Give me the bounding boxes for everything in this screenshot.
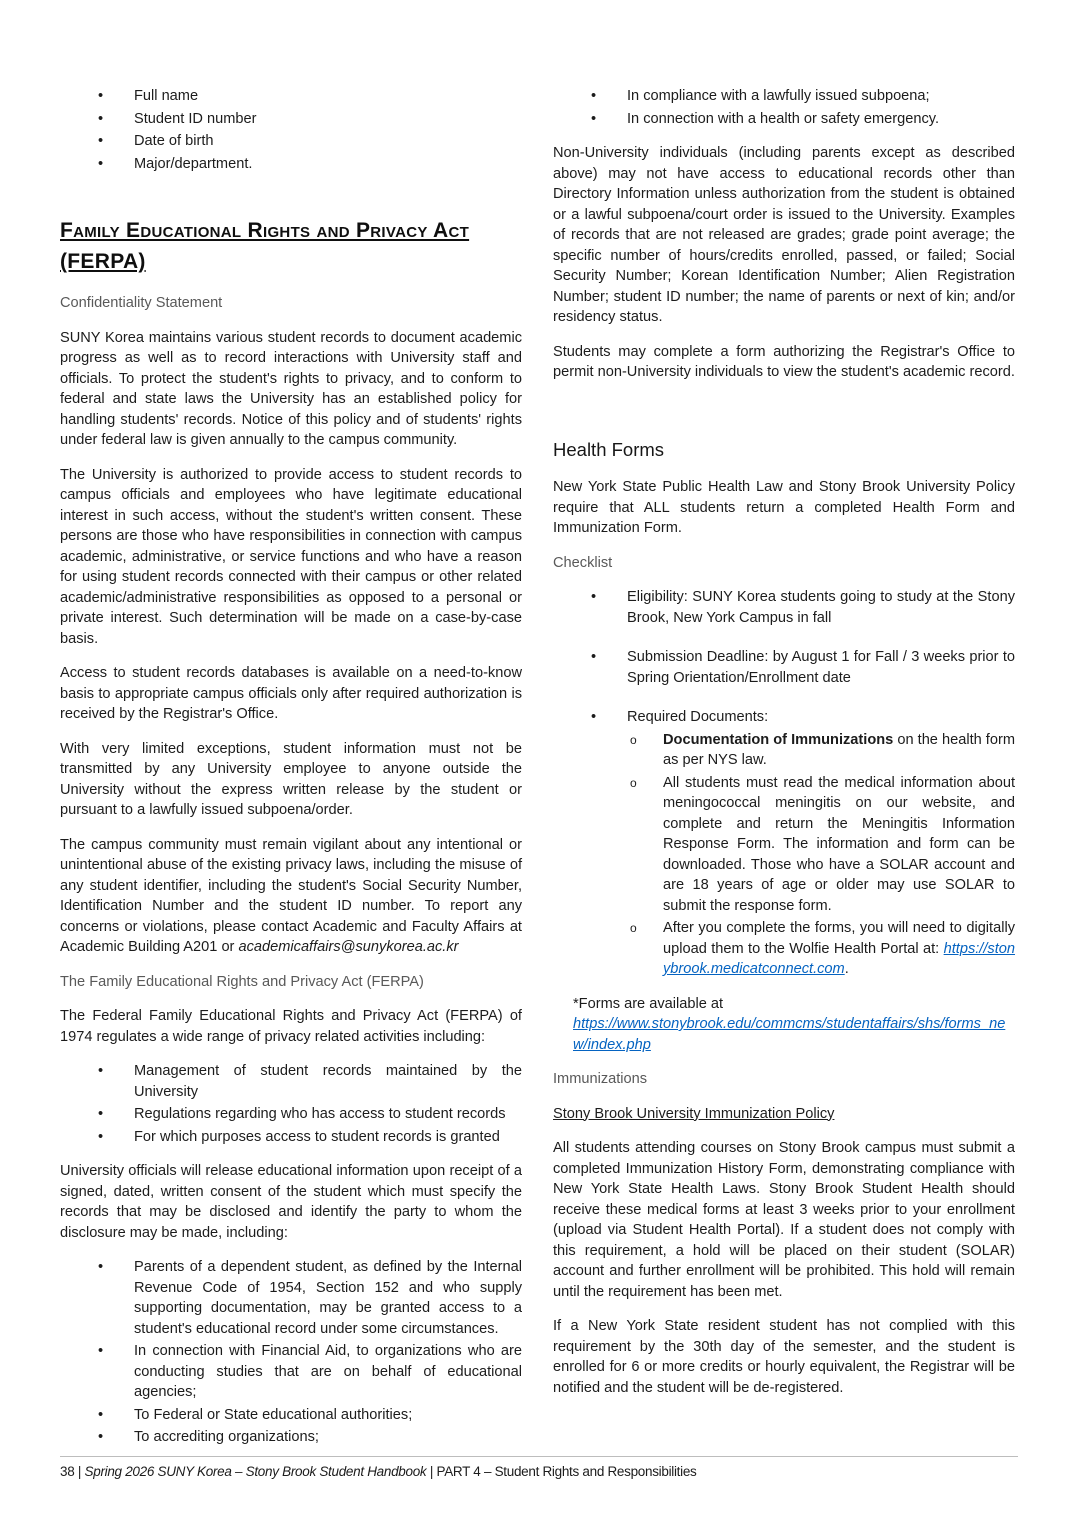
- bullet-marker: •: [98, 1259, 104, 1275]
- immunization-policy-title: Stony Brook University Immunization Policy: [553, 1105, 835, 1122]
- sub-bullet-upload: [553, 918, 1015, 980]
- sub-bullet-meningitis: [553, 773, 1015, 917]
- paragraph: If a New York State resident student has not complied with this requirement by the 30th day of the semester, and the student is enrolled for 6 or more credits or hourly equivalent, the Registrar will be notified and the student will be de-registered.: [553, 1318, 1015, 1396]
- text-run: on the health form as per NYS law.: [663, 731, 1015, 768]
- footer-separator: |: [77, 1464, 82, 1479]
- bullet-item: [60, 1061, 522, 1102]
- bullet-marker: •: [98, 1343, 104, 1359]
- footer-handbook-title: Spring 2026 SUNY Korea – Stony Brook Student Handbook: [84, 1464, 427, 1479]
- bullet-text: Date of birth: [134, 133, 214, 149]
- subheading-immunizations: Immunizations: [553, 1071, 648, 1087]
- paragraph: Students may complete a form authorizing the Registrar's Office to permit non-University individuals to view the student's academic record.: [553, 343, 1015, 380]
- page-footer: [60, 1456, 1018, 1479]
- text-run: *Forms are available at: [573, 995, 724, 1012]
- release-conditions-bullet-list: [553, 86, 1015, 129]
- checklist-item-required-documents: [553, 707, 1015, 728]
- page-number: 38: [60, 1464, 75, 1479]
- sub-bullet-text: All students must read the medical information about meningococcal meningitis on our website, and complete and return the Meningitis Information Response Form. The information and form can be downloaded. Those who have a SOLAR account and are 18 years of age or older may use SOLAR to submit the response form.: [663, 774, 1015, 914]
- bullet-text: For which purposes access to student records is granted: [134, 1128, 500, 1145]
- subheading-checklist: Checklist: [553, 554, 613, 571]
- bullet-text: To Federal or State educational authorities;: [134, 1406, 413, 1423]
- text-run: .: [844, 961, 849, 977]
- bullet-marker: •: [591, 589, 597, 605]
- paragraph: University officials will release educational information upon receipt of a signed, dated, written consent of the student which must specify the records that may be disclosed and identify the party to whom the disclosure may be made, including:: [60, 1163, 522, 1241]
- section-heading-health-forms: Health Forms: [553, 438, 665, 460]
- bullet-item: [60, 1405, 522, 1426]
- paragraph-text: The campus community must remain vigilant about any intentional or unintentional abuse of the existing privacy laws, including the misuse of any student identifier, including the student's Social Security Number, Identification Number and the student ID number. To report any concerns or violations, please contact Academic and Faculty Affairs at Academic Building A201 or: [60, 836, 522, 955]
- bullet-marker: •: [591, 709, 597, 725]
- bullet-text: Parents of a dependent student, as defined by the Internal Revenue Code of 1954, Section 152 and who supply supporting documentation, may be granted access to a student's educational record under some circumstances.: [134, 1259, 522, 1337]
- bullet-item: [60, 109, 522, 130]
- ferpa-activities-bullet-list: [60, 1061, 522, 1147]
- left-column: [60, 86, 522, 1462]
- disclosure-parties-bullet-list: [60, 1257, 522, 1448]
- bullet-item: [60, 1127, 522, 1148]
- subheading-ferpa-act: The Family Educational Rights and Privacy Act (FERPA): [60, 973, 424, 990]
- medicat-portal-link[interactable]: https://stonybrook.medicatconnect.com: [663, 940, 1015, 977]
- bullet-text: Eligibility: SUNY Korea students going to study at the Stony Brook, New York Campus in fall: [627, 589, 1015, 626]
- checklist-item-eligibility: [553, 587, 1015, 628]
- bullet-marker: •: [98, 1429, 104, 1445]
- section-heading-ferpa: Family Educational Rights and Privacy Act (FERPA): [60, 219, 470, 273]
- directory-info-bullet-list: [60, 86, 522, 174]
- bullet-item: [60, 1427, 522, 1448]
- paragraph: Non-University individuals (including parents except as described above) may not have access to educational records other than Directory Information unless authorization from the student is obtained or a lawful subpoena/court order is issued to the University. Examples of records that are not released are grades; grade point average; the specific number of hours/credits enrolled, passed, or failed; Social Security Number; Korean Identification Number; Alien Registration Number; student ID number; the name of parents or next of kin; and/or residency status.: [553, 145, 1015, 325]
- footer-part-title: PART 4 – Student Rights and Responsibilities: [436, 1464, 697, 1479]
- bullet-marker: •: [98, 1106, 104, 1122]
- bullet-marker: •: [98, 133, 104, 149]
- sub-bullet-marker: o: [630, 775, 637, 790]
- bullet-text: In compliance with a lawfully issued subpoena;: [627, 88, 930, 104]
- sub-bullet-marker: o: [630, 921, 637, 935]
- bullet-text: Student ID number: [134, 110, 257, 127]
- forms-availability-note: [553, 994, 1015, 1056]
- email-address: academicaffairs@sunykorea.ac.kr: [238, 939, 459, 955]
- subheading-confidentiality-statement: Confidentiality Statement: [60, 295, 223, 311]
- bullet-text: Regulations regarding who has access to student records: [134, 1106, 506, 1122]
- sub-bullet-text: [663, 730, 1015, 771]
- bullet-text: Management of student records maintained by the University: [134, 1063, 522, 1100]
- footer-separator: |: [429, 1464, 434, 1479]
- bullet-item: [60, 131, 522, 152]
- bold-run: Documentation of Immunizations: [663, 731, 894, 748]
- text-run: After you complete the forms, you will need to digitally upload them to the Wolfie Health Portal at:: [663, 920, 1015, 957]
- bullet-marker: •: [98, 110, 104, 127]
- bullet-text: Required Documents:: [627, 709, 769, 725]
- page-columns: [60, 86, 1015, 1462]
- bullet-item: [60, 1257, 522, 1339]
- bullet-text: Major/department.: [134, 155, 253, 172]
- bullet-marker: •: [98, 155, 104, 172]
- paragraph: The Federal Family Educational Rights and Privacy Act (FERPA) of 1974 regulates a wide range of privacy related activities including:: [60, 1008, 522, 1045]
- bullet-item: [60, 154, 522, 175]
- bullet-marker: •: [98, 1128, 104, 1145]
- bullet-marker: •: [98, 1063, 104, 1079]
- paragraph: All students attending courses on Stony Brook campus must submit a completed Immunization History Form, demonstrating compliance with New York State Health Laws. Stony Brook Student Health should receive these medical forms at least 3 weeks prior to your enrollment (upload via Student Health Portal). If a student does not comply with this requirement, a hold will be placed on their student (SOLAR) account and further enrollment will be prohibited. This hold will remain until the requirement has been met.: [553, 1140, 1015, 1300]
- right-column: [553, 86, 1015, 1462]
- bullet-text: In connection with a health or safety emergency.: [627, 110, 940, 127]
- bullet-item: [60, 86, 522, 107]
- paragraph: SUNY Korea maintains various student records to document academic progress as well as to record interactions with University staff and officials. To protect the student's rights to privacy, and to conform to federal and state laws the University has an established policy for handling students' records. Notice of this policy and of students' rights under federal law is given annually to the campus community.: [60, 329, 522, 448]
- bullet-marker: •: [591, 649, 597, 665]
- paragraph: Access to student records databases is available on a need-to-know basis to appropriate campus officials only after required authorization is received by the Registrar's Office.: [60, 665, 522, 722]
- bullet-text: Full name: [134, 88, 199, 104]
- sub-bullet-documentation: [553, 730, 1015, 771]
- bullet-marker: •: [98, 1406, 104, 1423]
- checklist-bullet-list: [553, 587, 1015, 980]
- bullet-text: To accrediting organizations;: [134, 1429, 319, 1445]
- bullet-marker: •: [591, 88, 597, 104]
- bullet-marker: •: [98, 88, 104, 104]
- bullet-item: [553, 86, 1015, 107]
- bullet-item: [553, 109, 1015, 130]
- bullet-item: [60, 1341, 522, 1403]
- paragraph: New York State Public Health Law and Stony Brook University Policy require that ALL students return a completed Health Form and Immunization Form.: [553, 479, 1015, 536]
- paragraph-contact: [60, 835, 522, 958]
- sub-bullet-marker: o: [630, 732, 637, 747]
- paragraph: With very limited exceptions, student information must not be transmitted by any University employee to anyone outside the University without the express written release by the student or pursuant to a lawfully issued subpoena/order.: [60, 740, 522, 818]
- stonybrook-forms-link[interactable]: https://www.stonybrook.edu/commcms/studentaffairs/shs/forms_new/index.php: [573, 1016, 1006, 1053]
- bullet-text: In connection with Financial Aid, to organizations who are conducting studies that are on behalf of educational agencies;: [134, 1343, 522, 1400]
- bullet-item: [60, 1104, 522, 1125]
- paragraph: The University is authorized to provide access to student records to campus officials and employees who have legitimate educational interest in such access, without the student's written consent. These persons are those who have responsibilities in connection with campus academic, administrative, or service functions and who have a reason for using student records connected with their campus or other related academic/administrative responsibilities as opposed to a personal or private interest. Such determination will be made on a case-by-case basis.: [60, 466, 522, 647]
- bullet-marker: •: [591, 110, 597, 127]
- sub-bullet-text: [663, 918, 1015, 980]
- bullet-text: Submission Deadline: by August 1 for Fall / 3 weeks prior to Spring Orientation/Enrollment date: [627, 649, 1015, 686]
- checklist-item-deadline: [553, 647, 1015, 688]
